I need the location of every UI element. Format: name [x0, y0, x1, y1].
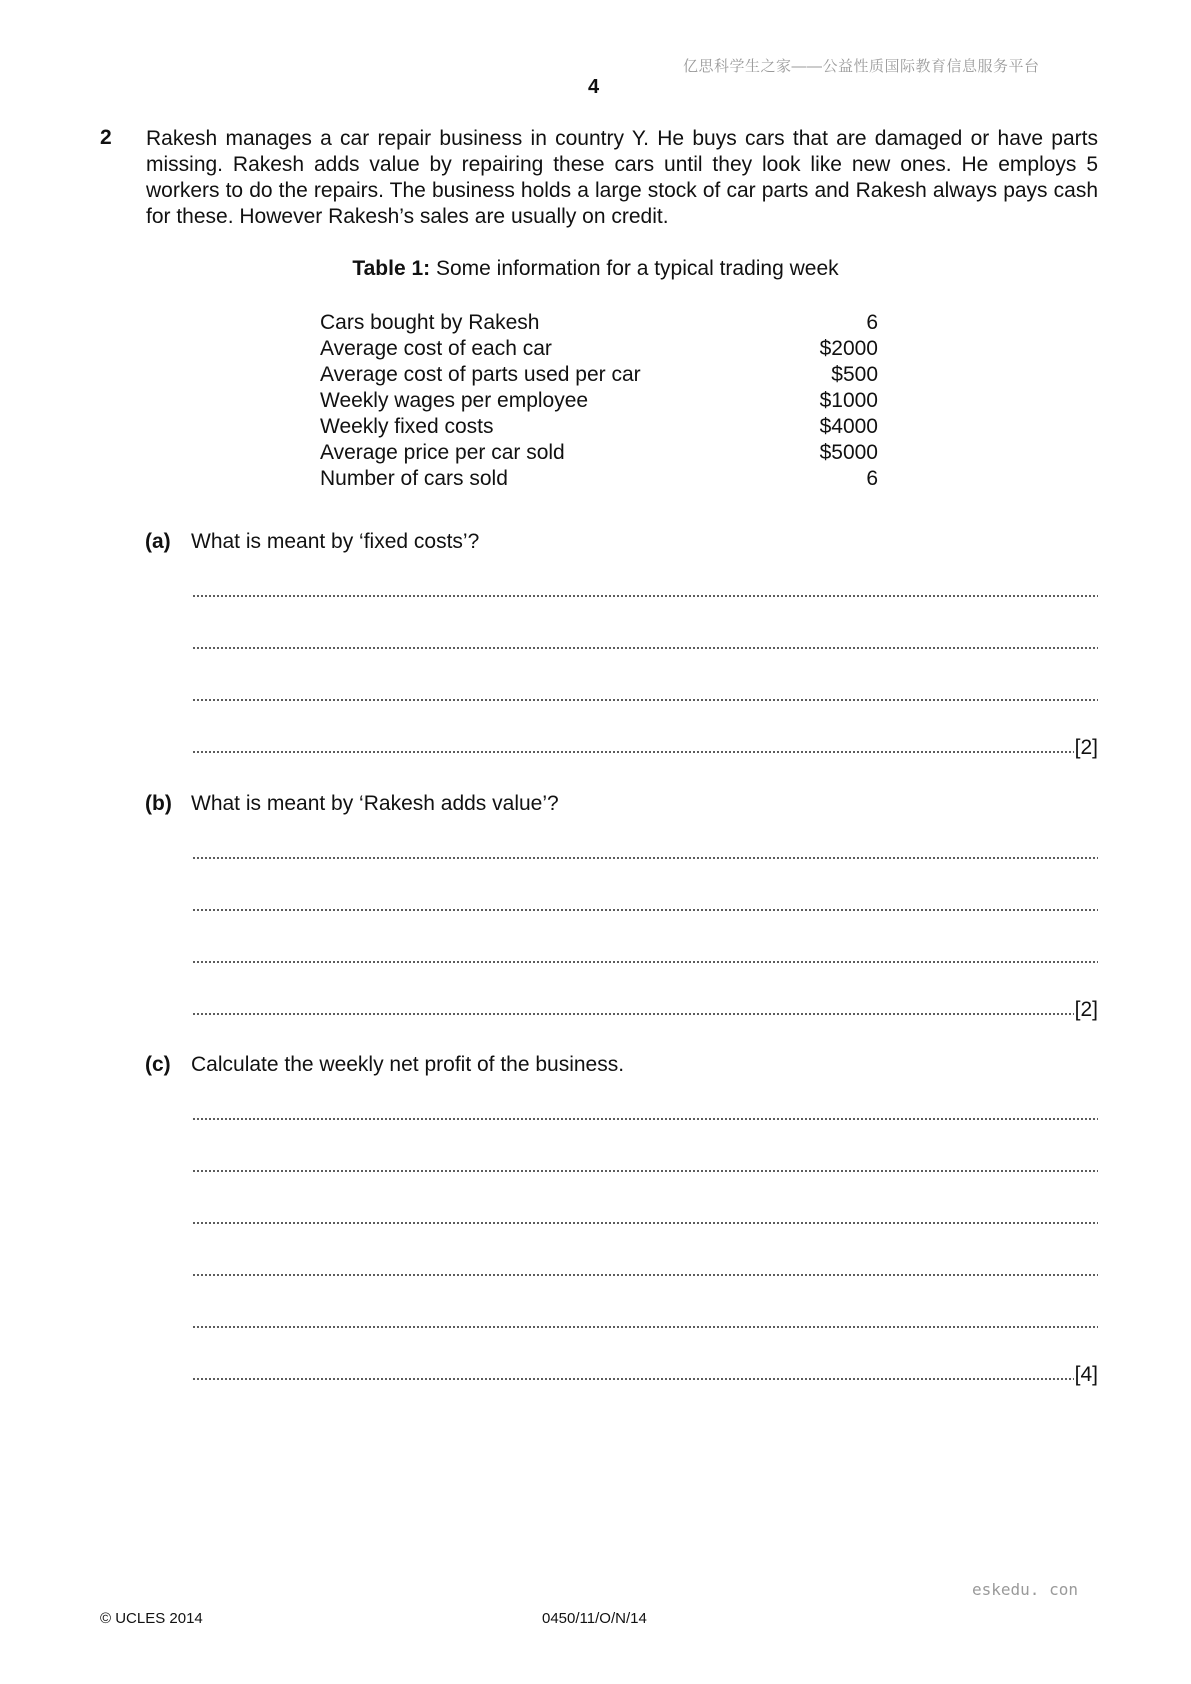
row-label: Weekly fixed costs — [320, 415, 494, 438]
answer-line-a1[interactable] — [192, 576, 1098, 602]
row-value: $4000 — [819, 415, 878, 438]
row-label: Average cost of parts used per car — [320, 363, 641, 386]
answer-line-a3[interactable] — [192, 680, 1098, 706]
row-label: Average cost of each car — [320, 337, 552, 360]
table-caption — [0, 257, 1191, 281]
part-c-marks: [4] — [1074, 1363, 1098, 1386]
row-value: $2000 — [819, 337, 878, 360]
table-row — [320, 414, 878, 440]
answer-line-b2[interactable] — [192, 890, 1098, 916]
answer-line-c4[interactable] — [192, 1255, 1098, 1281]
answer-line-c6[interactable] — [192, 1359, 1098, 1385]
table-row — [320, 440, 878, 466]
row-label: Weekly wages per employee — [320, 389, 589, 412]
table-row — [320, 466, 878, 492]
row-label: Number of cars sold — [320, 467, 508, 490]
answer-line-c2[interactable] — [192, 1151, 1098, 1177]
page-number: 4 — [588, 76, 600, 98]
row-value: 6 — [866, 311, 878, 334]
part-a-text: What is meant by ‘fixed costs’? — [191, 530, 480, 553]
part-c-label: (c) — [145, 1053, 171, 1076]
answer-line-c1[interactable] — [192, 1099, 1098, 1125]
answer-line-b3[interactable] — [192, 942, 1098, 968]
info-table — [320, 310, 878, 492]
table-row — [320, 362, 878, 388]
row-value: 6 — [866, 467, 878, 490]
table-row — [320, 388, 878, 414]
part-b-label: (b) — [145, 792, 172, 815]
question-number: 2 — [100, 126, 112, 149]
row-value: $500 — [831, 363, 878, 386]
footer-watermark: eskedu. con — [972, 1580, 1078, 1599]
part-a-marks: [2] — [1074, 736, 1098, 759]
answer-line-c5[interactable] — [192, 1307, 1098, 1333]
table-caption-text: Some information for a typical trading week — [430, 257, 839, 280]
table-caption-label: Table 1: — [352, 257, 431, 280]
part-b-marks: [2] — [1074, 998, 1098, 1021]
table-row — [320, 336, 878, 362]
answer-line-b1[interactable] — [192, 838, 1098, 864]
header-watermark: 亿思科学生之家——公益性质国际教育信息服务平台 — [683, 58, 1040, 75]
row-label: Average price per car sold — [320, 441, 565, 464]
answer-line-c3[interactable] — [192, 1203, 1098, 1229]
table-row — [320, 310, 878, 336]
part-a-label: (a) — [145, 530, 171, 553]
row-value: $1000 — [819, 389, 878, 412]
part-c-text: Calculate the weekly net profit of the business. — [191, 1053, 625, 1076]
answer-line-a2[interactable] — [192, 628, 1098, 654]
question-stem: Rakesh manages a car repair business in country Y. He buys cars that are damaged or have parts missing. Rakesh adds value by repairing these cars until they look like new ones. He employs 5 workers to do the repairs. The business holds a large stock of car parts and Rakesh always pays cash for these. However Rakesh’s sales are usually on credit. — [146, 127, 1098, 228]
row-value: $5000 — [819, 441, 878, 464]
paper-code: 0450/11/O/N/14 — [542, 1610, 647, 1627]
part-b-text: What is meant by ‘Rakesh adds value’? — [191, 792, 559, 815]
copyright: © UCLES 2014 — [100, 1610, 203, 1627]
row-label: Cars bought by Rakesh — [320, 311, 540, 334]
answer-line-b4[interactable] — [192, 994, 1098, 1020]
answer-line-a4[interactable] — [192, 732, 1098, 758]
